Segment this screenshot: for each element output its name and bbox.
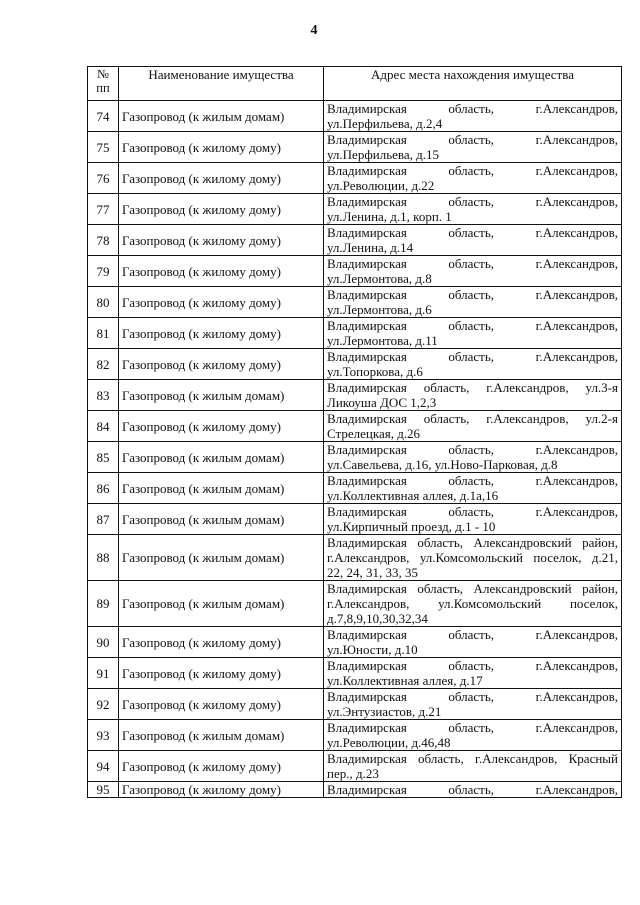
property-name: Газопровод (к жилому дому) (119, 225, 324, 256)
address-line: ул.Лермонтова, д.6 (327, 302, 432, 317)
row-number: 89 (88, 581, 119, 627)
address-line: пер., д.23 (327, 766, 379, 781)
table-body (88, 101, 622, 798)
property-name: Газопровод (к жилому дому) (119, 132, 324, 163)
address-line: ул.Перфильева, д.15 (327, 147, 439, 162)
address-line: Владимирская область, г.Александров, (327, 349, 618, 364)
property-name: Газопровод (к жилому дому) (119, 163, 324, 194)
table-header-row (88, 67, 622, 101)
row-number: 95 (88, 782, 119, 798)
property-address (324, 132, 622, 163)
property-name: Газопровод (к жилому дому) (119, 627, 324, 658)
row-number: 94 (88, 751, 119, 782)
row-number: 93 (88, 720, 119, 751)
property-address (324, 720, 622, 751)
row-number: 74 (88, 101, 119, 132)
address-line: Ликоуша ДОС 1,2,3 (327, 395, 437, 410)
property-name: Газопровод (к жилому дому) (119, 349, 324, 380)
table-row (88, 442, 622, 473)
property-name: Газопровод (к жилым домам) (119, 504, 324, 535)
property-address (324, 287, 622, 318)
row-number: 80 (88, 287, 119, 318)
address-line: ул.Савельева, д.16, ул.Ново-Парковая, д.8 (327, 457, 558, 472)
property-name: Газопровод (к жилому дому) (119, 751, 324, 782)
table-row (88, 163, 622, 194)
property-table (87, 66, 622, 798)
table-row (88, 101, 622, 132)
address-line: Владимирская область, г.Александров, (327, 473, 618, 488)
address-line: д.7,8,9,10,30,32,34 (327, 611, 428, 626)
address-line: Владимирская область, г.Александров, (327, 194, 618, 209)
property-name: Газопровод (к жилому дому) (119, 287, 324, 318)
row-number: 90 (88, 627, 119, 658)
property-name: Газопровод (к жилому дому) (119, 689, 324, 720)
property-address (324, 225, 622, 256)
table-row (88, 318, 622, 349)
address-line: Владимирская область, г.Александров, (327, 442, 618, 457)
property-address (324, 751, 622, 782)
address-line: Владимирская область, г.Александров, (327, 627, 618, 642)
table-row (88, 194, 622, 225)
address-line: Владимирская область, Александровский район, (327, 535, 618, 550)
address-line: ул.Юности, д.10 (327, 642, 418, 657)
property-address (324, 535, 622, 581)
header-number: № пп (88, 67, 119, 101)
property-name: Газопровод (к жилым домам) (119, 720, 324, 751)
row-number: 88 (88, 535, 119, 581)
page-number: 4 (310, 23, 318, 38)
property-address (324, 194, 622, 225)
address-line: ул.Лермонтова, д.8 (327, 271, 432, 286)
address-line: Владимирская область, г.Александров, (327, 225, 618, 240)
property-name: Газопровод (к жилым домам) (119, 581, 324, 627)
table-row (88, 627, 622, 658)
address-line: Владимирская область, г.Александров, (327, 720, 618, 735)
address-line: Стрелецкая, д.26 (327, 426, 421, 441)
property-address (324, 473, 622, 504)
address-line: Владимирская область, г.Александров, (327, 256, 618, 271)
address-line: 22, 24, 31, 33, 35 (327, 565, 418, 580)
table-row (88, 782, 622, 798)
header-property-name: Наименование имущества (119, 67, 324, 101)
table-row (88, 256, 622, 287)
property-address (324, 380, 622, 411)
table-row (88, 132, 622, 163)
address-line: ул.Энтузиастов, д.21 (327, 704, 442, 719)
address-line: Владимирская область, г.Александров, (327, 318, 618, 333)
address-line: Владимирская область, Александровский район, (327, 581, 618, 596)
table-row (88, 473, 622, 504)
address-line: Владимирская область, г.Александров, (327, 658, 618, 673)
address-line: ул.Перфильева, д.2,4 (327, 116, 443, 131)
row-number: 85 (88, 442, 119, 473)
property-address (324, 318, 622, 349)
property-name: Газопровод (к жилому дому) (119, 318, 324, 349)
property-address (324, 101, 622, 132)
property-address (324, 163, 622, 194)
table-row (88, 380, 622, 411)
table-row (88, 689, 622, 720)
property-address (324, 442, 622, 473)
property-address (324, 782, 622, 798)
table-row (88, 720, 622, 751)
address-line: ул.Коллективная аллея, д.1а,16 (327, 488, 499, 503)
property-address (324, 658, 622, 689)
row-number: 87 (88, 504, 119, 535)
table-row (88, 581, 622, 627)
address-line: ул.Кирпичный проезд, д.1 - 10 (327, 519, 496, 534)
address-line: ул.Коллективная аллея, д.17 (327, 673, 483, 688)
property-name: Газопровод (к жилому дому) (119, 256, 324, 287)
row-number: 83 (88, 380, 119, 411)
address-line: г.Александров, ул.Комсомольский поселок, (327, 596, 618, 611)
row-number: 76 (88, 163, 119, 194)
table-row (88, 504, 622, 535)
property-address (324, 581, 622, 627)
row-number: 92 (88, 689, 119, 720)
row-number: 81 (88, 318, 119, 349)
table-row (88, 287, 622, 318)
property-address (324, 411, 622, 442)
address-line: Владимирская область, г.Александров, (327, 689, 618, 704)
address-line: ул.Топоркова, д.6 (327, 364, 423, 379)
property-address (324, 349, 622, 380)
address-line: Владимирская область, г.Александров, (327, 101, 618, 116)
address-line: ул.Лермонтова, д.11 (327, 333, 438, 348)
address-line: ул.Революции, д.46,48 (327, 735, 451, 750)
row-number: 91 (88, 658, 119, 689)
header-address: Адрес места нахождения имущества (324, 67, 622, 101)
row-number: 78 (88, 225, 119, 256)
table-row (88, 411, 622, 442)
row-number: 75 (88, 132, 119, 163)
row-number: 82 (88, 349, 119, 380)
property-name: Газопровод (к жилым домам) (119, 442, 324, 473)
row-number: 77 (88, 194, 119, 225)
property-name: Газопровод (к жилым домам) (119, 535, 324, 581)
row-number: 84 (88, 411, 119, 442)
address-line: ул.Ленина, д.14 (327, 240, 414, 255)
property-address (324, 504, 622, 535)
address-line: ул.Революции, д.22 (327, 178, 435, 193)
address-line: Владимирская область, г.Александров, ул.2-я (327, 411, 618, 426)
address-line: Владимирская область, г.Александров, (327, 782, 618, 797)
address-line: Владимирская область, г.Александров, (327, 163, 618, 178)
property-name: Газопровод (к жилому дому) (119, 194, 324, 225)
address-line: Владимирская область, г.Александров, (327, 504, 618, 519)
address-line: Владимирская область, г.Александров, ул.3-я (327, 380, 618, 395)
property-name: Газопровод (к жилому дому) (119, 411, 324, 442)
property-name: Газопровод (к жилым домам) (119, 380, 324, 411)
table-row (88, 535, 622, 581)
row-number: 86 (88, 473, 119, 504)
property-address (324, 689, 622, 720)
table-row (88, 658, 622, 689)
property-address (324, 256, 622, 287)
address-line: ул.Ленина, д.1, корп. 1 (327, 209, 452, 224)
table-row (88, 225, 622, 256)
property-name: Газопровод (к жилым домам) (119, 101, 324, 132)
property-name: Газопровод (к жилым домам) (119, 473, 324, 504)
table-row (88, 349, 622, 380)
property-address (324, 627, 622, 658)
table-row (88, 751, 622, 782)
address-line: Владимирская область, г.Александров, Красный (327, 751, 618, 766)
row-number: 79 (88, 256, 119, 287)
property-name: Газопровод (к жилому дому) (119, 782, 324, 798)
address-line: г.Александров, ул.Комсомольский поселок, д.21, (327, 550, 618, 565)
property-name: Газопровод (к жилому дому) (119, 658, 324, 689)
address-line: Владимирская область, г.Александров, (327, 287, 618, 302)
address-line: Владимирская область, г.Александров, (327, 132, 618, 147)
